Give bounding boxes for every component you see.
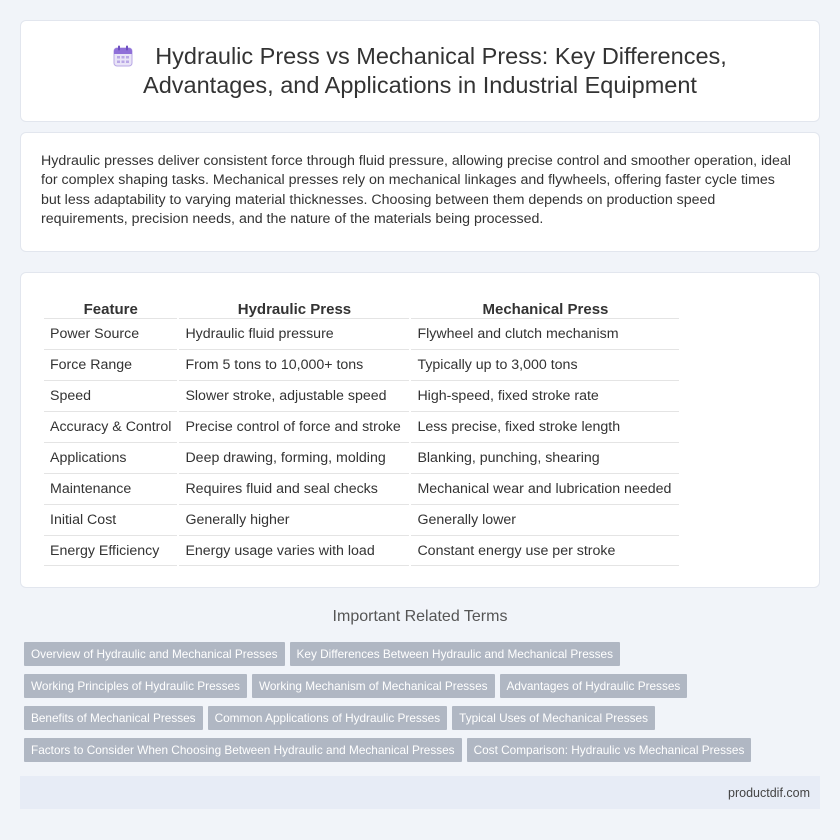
calendar-icon [113,45,133,67]
tag-row [24,674,804,706]
title-line-1: Hydraulic Press vs Mechanical Press: Key Differences, [155,43,727,69]
cell-hydraulic: Precise control of force and stroke [179,411,409,442]
related-term-tag[interactable]: Benefits of Mechanical Presses [24,706,203,730]
cell-feature: Power Source [44,318,177,349]
table-row [44,380,679,411]
title-line-2: Advantages, and Applications in Industrial Equipment [143,72,697,98]
cell-hydraulic: Energy usage varies with load [179,535,409,566]
related-term-tag[interactable]: Working Mechanism of Mechanical Presses [252,674,495,698]
column-header-feature: Feature [83,301,138,318]
cell-hydraulic: Slower stroke, adjustable speed [179,380,409,411]
related-term-tag[interactable]: Common Applications of Hydraulic Presses [208,706,448,730]
related-term-tag[interactable]: Key Differences Between Hydraulic and Mechanical Presses [290,642,621,666]
comparison-table [42,296,681,566]
cell-mechanical: High-speed, fixed stroke rate [411,380,679,411]
related-term-tag[interactable]: Factors to Consider When Choosing Between Hydraulic and Mechanical Presses [24,738,462,762]
title-card [20,20,820,122]
table-row [44,442,679,473]
related-term-tag[interactable]: Cost Comparison: Hydraulic vs Mechanical Presses [467,738,752,762]
related-term-tag[interactable]: Typical Uses of Mechanical Presses [452,706,655,730]
intro-paragraph: Hydraulic presses deliver consistent force through fluid pressure, allowing precise control and smoother operation, ideal for complex shaping tasks. Mechanical presses rely on mechanical linkages and flywheels, offering faster cycle times but less adaptability to varying material thicknesses. Choosing between them depends on production speed requirements, precision needs, and the nature of the materials being processed. [41,153,791,228]
related-terms-list [24,642,804,770]
related-terms-heading: Important Related Terms [332,608,508,625]
tag-row [24,706,804,738]
table-row [44,318,679,349]
related-term-tag[interactable]: Advantages of Hydraulic Presses [500,674,688,698]
cell-hydraulic: Deep drawing, forming, molding [179,442,409,473]
cell-hydraulic: Generally higher [179,504,409,535]
table-row [44,411,679,442]
cell-feature: Force Range [44,349,177,380]
tag-row [24,738,804,770]
cell-feature: Accuracy & Control [44,411,177,442]
footer-site-name[interactable]: productdif.com [728,786,810,800]
table-row [44,535,679,566]
cell-mechanical: Typically up to 3,000 tons [411,349,679,380]
cell-mechanical: Generally lower [411,504,679,535]
cell-hydraulic: Hydraulic fluid pressure [179,318,409,349]
page-title [21,42,819,100]
cell-mechanical: Blanking, punching, shearing [411,442,679,473]
cell-mechanical: Flywheel and clutch mechanism [411,318,679,349]
intro-card [20,132,820,252]
cell-mechanical: Mechanical wear and lubrication needed [411,473,679,504]
related-term-tag[interactable]: Overview of Hydraulic and Mechanical Presses [24,642,285,666]
cell-mechanical: Less precise, fixed stroke length [411,411,679,442]
cell-feature: Initial Cost [44,504,177,535]
cell-hydraulic: From 5 tons to 10,000+ tons [179,349,409,380]
comparison-card [20,272,820,588]
table-row [44,473,679,504]
related-term-tag[interactable]: Working Principles of Hydraulic Presses [24,674,247,698]
cell-feature: Energy Efficiency [44,535,177,566]
table-row [44,504,679,535]
cell-feature: Speed [44,380,177,411]
table-row [44,349,679,380]
column-header-hydraulic: Hydraulic Press [237,301,352,318]
column-header-mechanical: Mechanical Press [482,301,609,318]
table-header-row [44,296,679,318]
cell-hydraulic: Requires fluid and seal checks [179,473,409,504]
cell-mechanical: Constant energy use per stroke [411,535,679,566]
cell-feature: Applications [44,442,177,473]
tag-row [24,642,804,674]
footer [20,776,820,809]
cell-feature: Maintenance [44,473,177,504]
